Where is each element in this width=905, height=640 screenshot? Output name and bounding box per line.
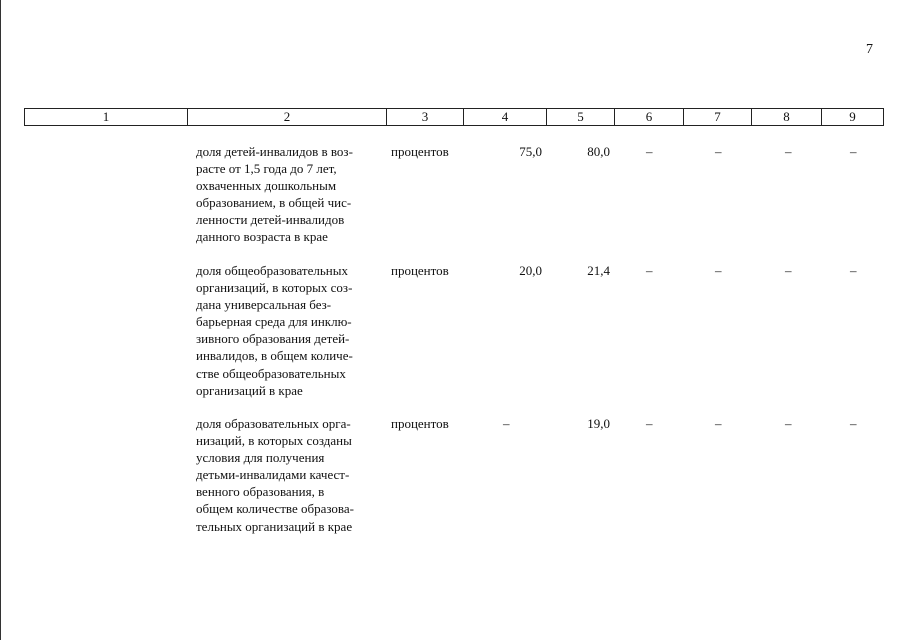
column-header-3: 3 (387, 109, 464, 125)
column-header-4: 4 (464, 109, 547, 125)
indicator-description: доля образовательных орга- низаций, в которых созданы условия для получения детьми-инвалидами качест- венного образования, в общем количестве образова- тельных организаций в крае (196, 416, 354, 534)
column-header-2: 2 (188, 109, 387, 125)
unit-cell: процентов (391, 416, 449, 431)
value-col-5: 80,0 (587, 144, 610, 159)
page-number: 7 (866, 42, 873, 57)
value-col-5: 21,4 (587, 263, 610, 278)
value-col-6: – (646, 263, 653, 278)
unit-cell: процентов (391, 144, 449, 159)
indicator-description: доля общеобразовательных организаций, в которых соз- дана универсальная без- барьерная среда для инклю- зивного образования детей- инвалидов, в общем количе- стве общеобразовательных организаций в крае (196, 263, 353, 398)
value-col-9: – (850, 144, 857, 159)
column-header-1: 1 (25, 109, 188, 125)
column-header-6: 6 (615, 109, 684, 125)
indicator-description: доля детей-инвалидов в воз- расте от 1,5 года до 7 лет, охваченных дошкольным образованием, в общей чис- ленности детей-инвалидов данного возраста в крае (196, 144, 353, 245)
value-col-7: – (715, 416, 722, 431)
column-number-header (24, 108, 884, 126)
left-margin-rule (0, 0, 1, 640)
value-col-6: – (646, 144, 653, 159)
value-col-4: 20,0 (519, 263, 542, 278)
value-col-7: – (715, 263, 722, 278)
value-col-4: 75,0 (519, 144, 542, 159)
value-col-7: – (715, 144, 722, 159)
value-col-4: – (503, 416, 510, 431)
value-col-9: – (850, 263, 857, 278)
column-header-8: 8 (752, 109, 822, 125)
value-col-8: – (785, 263, 792, 278)
value-col-8: – (785, 144, 792, 159)
column-header-9: 9 (849, 109, 856, 124)
column-header-7: 7 (684, 109, 752, 125)
value-col-9: – (850, 416, 857, 431)
unit-cell: процентов (391, 263, 449, 278)
value-col-5: 19,0 (587, 416, 610, 431)
column-header-5: 5 (547, 109, 615, 125)
value-col-8: – (785, 416, 792, 431)
value-col-6: – (646, 416, 653, 431)
